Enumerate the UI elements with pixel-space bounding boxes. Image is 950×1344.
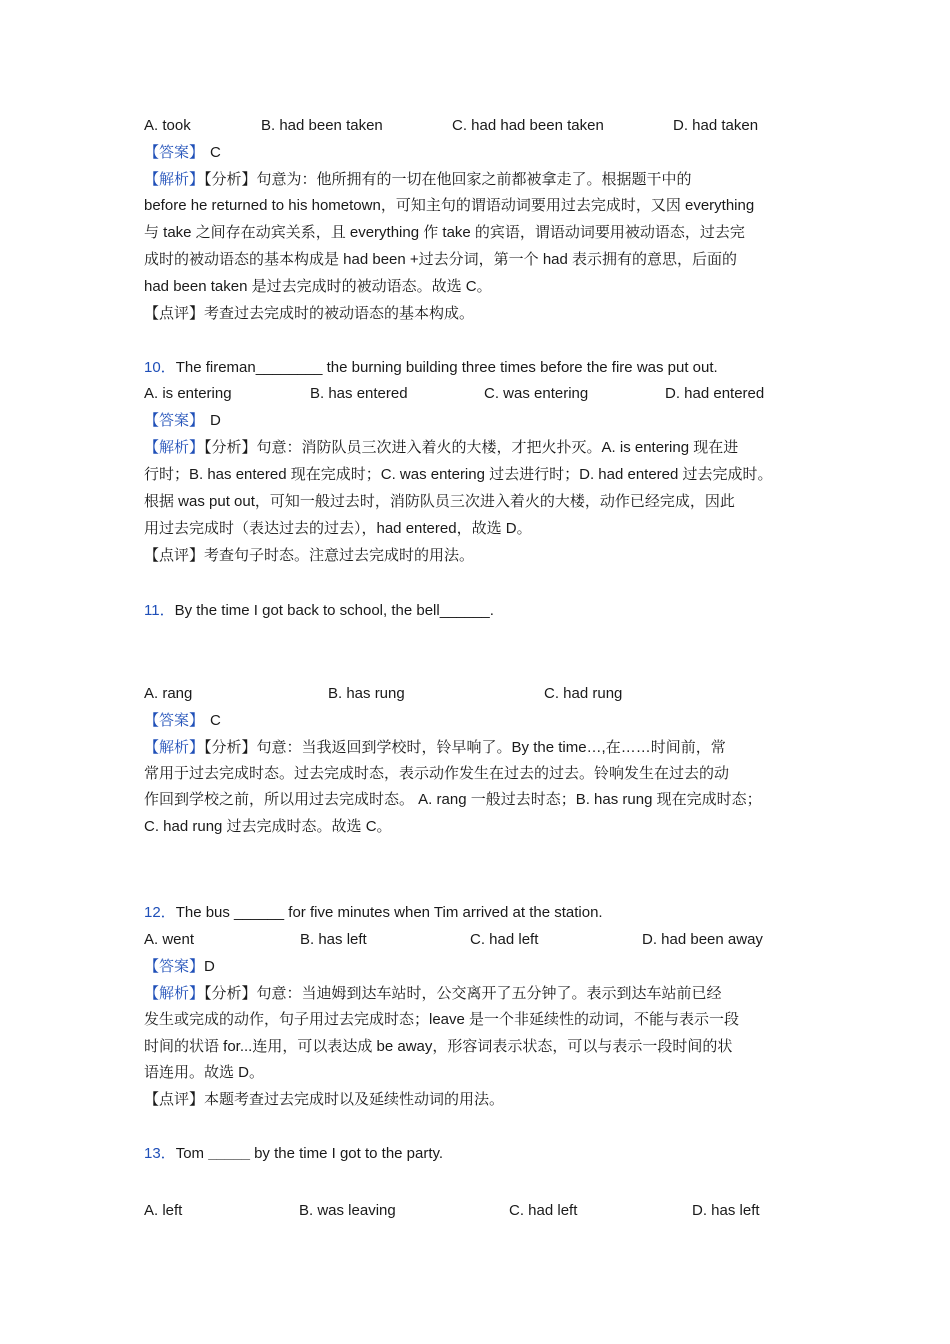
q12-option-d: D. had been away — [642, 931, 763, 948]
q9-option-a: A. took — [144, 117, 191, 134]
answer-tag: 【答案】 — [144, 144, 205, 161]
q12-stem-line — [144, 903, 603, 923]
answer-tag: 【答案】 — [144, 412, 205, 429]
analysis-text: 【分析】句意：当迪姆到达车站时，公交离开了五分钟了。表示到达车站前已经 — [204, 985, 722, 1002]
question-stem: The fireman________ the burning building three times before the fire was put out. — [175, 359, 718, 376]
q11-option-b: B. has rung — [328, 685, 405, 702]
analysis-tag: 【解析】 — [144, 439, 205, 456]
q12-option-c: C. had left — [470, 931, 539, 948]
q10-analysis-line-4: 用过去完成时（表达过去的过去），had entered，故选 D。 — [144, 520, 532, 537]
q10-analysis-line-1 — [144, 438, 738, 458]
q13-stem-line — [144, 1144, 443, 1164]
q9-option-c: C. had had been taken — [452, 117, 604, 134]
q13-option-d: D. has left — [692, 1202, 760, 1219]
q9-analysis-line-1 — [144, 170, 692, 190]
analysis-text: 【分析】句意为：他所拥有的一切在他回家之前都被拿走了。根据题干中的 — [204, 171, 692, 188]
q13-option-c: C. had left — [509, 1202, 578, 1219]
q10-option-b: B. has entered — [310, 385, 408, 402]
q10-analysis-line-3: 根据 was put out，可知一般过去时，消防队员三次进入着火的大楼，动作已经完成，因此 — [144, 493, 735, 510]
q10-analysis-line-2: 行时；B. has entered 现在完成时；C. was entering 过去进行时；D. had entered 过去完成时。 — [144, 466, 773, 483]
q11-analysis-line-1 — [144, 738, 726, 758]
q12-answer-line — [144, 957, 215, 977]
answer-tag: 【答案】 — [144, 712, 205, 729]
analysis-text: 【分析】句意：当我返回到学校时，铃早响了。By the time…,在……时间前，常 — [204, 739, 726, 756]
q12-comment: 【点评】本题考查过去完成时以及延续性动词的用法。 — [144, 1091, 505, 1108]
question-stem: By the time I got back to school, the bell______. — [174, 602, 494, 619]
analysis-text: 【分析】句意：消防队员三次进入着火的大楼，才把火扑灭。A. is entering 现在进 — [204, 439, 739, 456]
analysis-tag: 【解析】 — [144, 985, 205, 1002]
question-number: 11． — [144, 602, 175, 619]
answer-value: C — [210, 712, 221, 729]
answer-blank: _____ — [208, 1145, 250, 1162]
q11-option-c: C. had rung — [544, 685, 623, 702]
q9-analysis-line-2: before he returned to his hometown，可知主句的谓语动词要用过去完成时，又因 everything — [144, 197, 755, 214]
q11-analysis-line-4: C. had rung 过去完成时态。故选 C。 — [144, 818, 392, 835]
q12-option-a: A. went — [144, 931, 195, 948]
q9-analysis-line-4: 成时的被动语态的基本构成是 had been +过去分词，第一个 had 表示拥有的意思，后面的 — [144, 251, 738, 268]
question-number: 10． — [144, 359, 176, 376]
q12-analysis-line-3: 时间的状语 for...连用，可以表达成 be away，形容词表示状态，可以与表示一段时间的状 — [144, 1038, 733, 1055]
q10-answer-line — [144, 411, 221, 431]
q12-analysis-line-1 — [144, 984, 722, 1004]
q11-stem-line — [144, 601, 494, 621]
answer-tag: 【答案】 — [144, 958, 205, 975]
q9-analysis-line-5: had been taken 是过去完成时的被动语态。故选 C。 — [144, 278, 492, 295]
q12-analysis-line-2: 发生或完成的动作，句子用过去完成时态；leave 是一个非延续性的动词，不能与表示一段 — [144, 1011, 740, 1028]
q10-comment: 【点评】考查句子时态。注意过去完成时的用法。 — [144, 547, 475, 564]
q11-analysis-line-3: 作回到学校之前，所以用过去完成时态。 A. rang 一般过去时态；B. has rung 现在完成时态； — [144, 791, 762, 808]
analysis-tag: 【解析】 — [144, 739, 205, 756]
question-stem-start: Tom — [175, 1145, 209, 1162]
q9-comment: 【点评】考查过去完成时的被动语态的基本构成。 — [144, 305, 475, 322]
question-stem: The bus ______ for five minutes when Tim arrived at the station. — [175, 904, 603, 921]
q10-option-d: D. had entered — [665, 385, 765, 402]
q10-option-c: C. was entering — [484, 385, 589, 402]
q9-analysis-line-3: 与 take 之间存在动宾关系，且 everything 作 take 的宾语，谓语动词要用被动语态，过去完 — [144, 224, 745, 241]
analysis-tag: 【解析】 — [144, 171, 205, 188]
q13-option-a: A. left — [144, 1202, 183, 1219]
answer-value: C — [210, 144, 221, 161]
q10-stem-line — [144, 358, 718, 378]
q11-answer-line — [144, 711, 221, 731]
q11-option-a: A. rang — [144, 685, 193, 702]
q10-option-a: A. is entering — [144, 385, 232, 402]
question-stem-end: by the time I got to the party. — [249, 1145, 444, 1162]
q12-option-b: B. has left — [300, 931, 367, 948]
question-number: 13． — [144, 1145, 176, 1162]
q13-option-b: B. was leaving — [299, 1202, 396, 1219]
q11-analysis-line-2: 常用于过去完成时态。过去完成时态，表示动作发生在过去的过去。铃响发生在过去的动 — [144, 765, 730, 782]
q9-answer-line — [144, 143, 221, 163]
q9-option-d: D. had taken — [673, 117, 759, 134]
answer-value: D — [204, 958, 215, 975]
q9-option-b: B. had been taken — [261, 117, 383, 134]
question-number: 12． — [144, 904, 176, 921]
q12-analysis-line-4: 语连用。故选 D。 — [144, 1064, 265, 1081]
answer-value: D — [210, 412, 221, 429]
